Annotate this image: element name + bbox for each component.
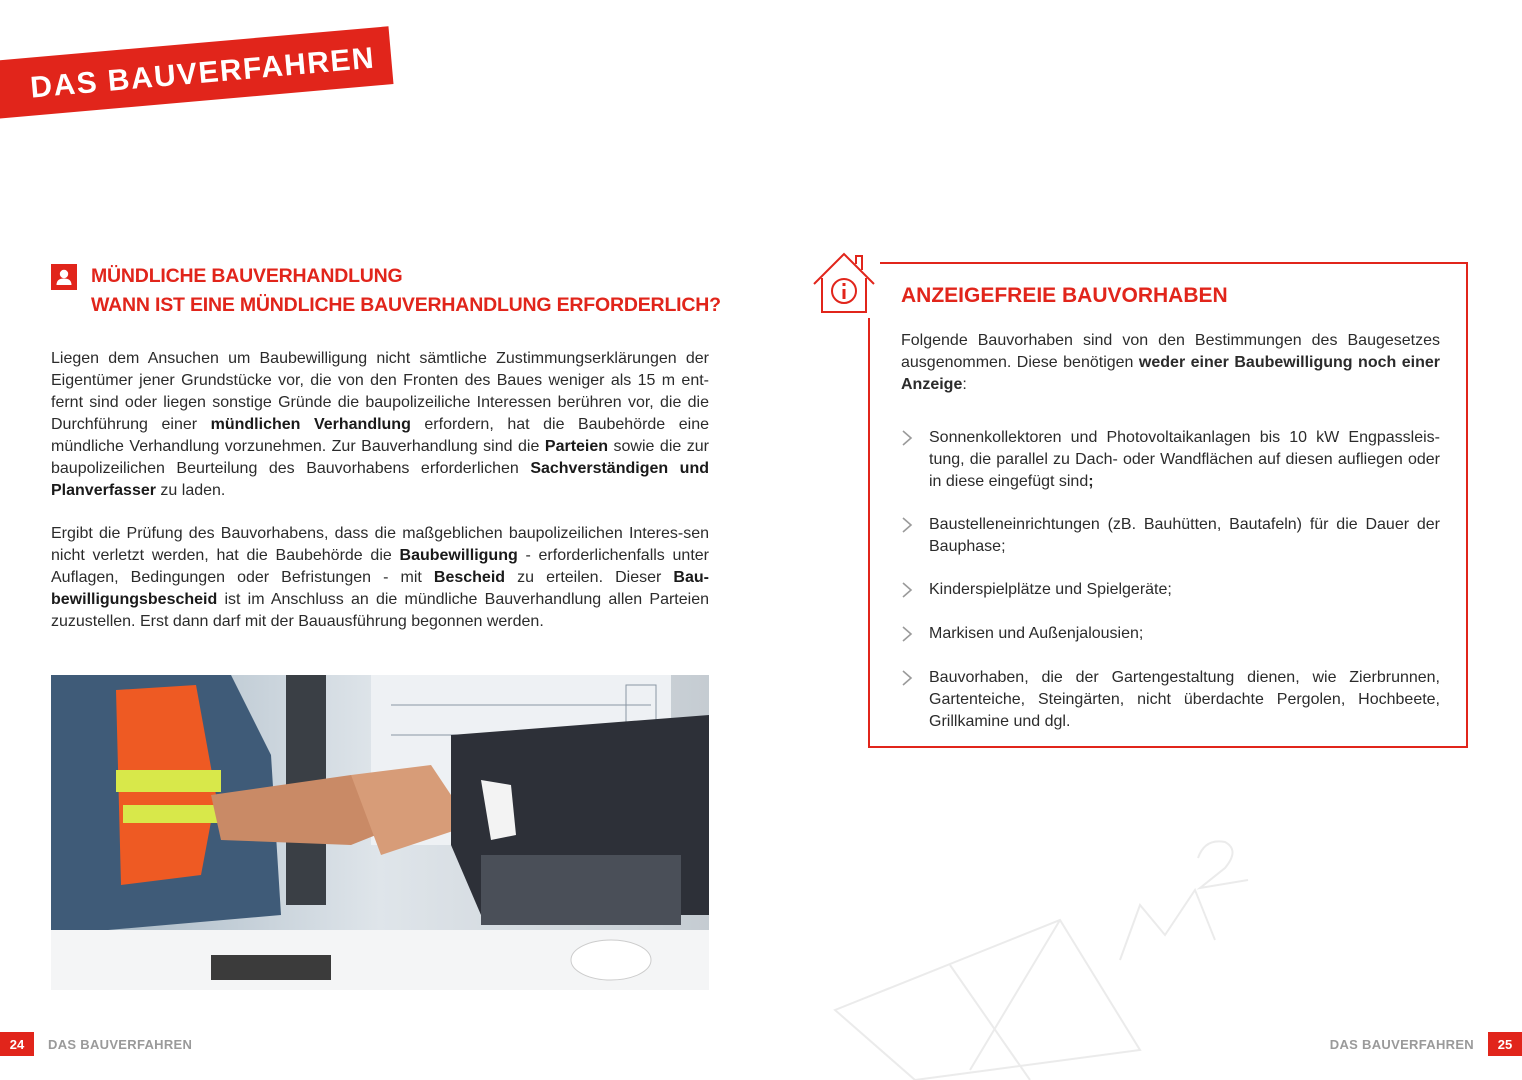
p2-text-4: ist im Anschluss an die mündliche Bauverhandlung allen Parteien zuzustellen. Erst dann darf mit der Bauausführung begonnen werden. [51, 591, 709, 630]
list-item [901, 623, 1440, 645]
person-icon [51, 264, 77, 290]
list-item-text: Sonnenkollektoren und Photovoltaikanlagen bis 10 kW Engpassleis-tung, die parallel zu Dach- oder Wandflächen auf diesen aufliegen oder in diese eingefügt sind [929, 429, 1440, 490]
page-number-left: 24 [0, 1032, 34, 1056]
footer-label-right: DAS BAUVERFAHREN [1329, 1036, 1474, 1052]
chevron-right-icon [901, 625, 913, 643]
footer-label-left: DAS BAUVERFAHREN [48, 1036, 193, 1052]
footer-left [0, 1032, 206, 1056]
list-item-text: Bauvorhaben, die der Gartengestaltung dienen, wie Zierbrunnen, Gartenteiche, Steingärten, nicht überdachte Pergolen, Hochbeete, Grillkamine und dgl. [929, 669, 1440, 730]
heading-line-2: WANN IST EINE MÜNDLICHE BAUVERHANDLUNG ERFORDERLICH? [91, 294, 721, 316]
p2-text-1: Ergibt die Prüfung des Bauvorhabens, dass die maßgeblichen baupolizeilichen Interes-sen nicht verletzt werden, hat die Baubehörde die [51, 525, 709, 564]
paragraph-1 [51, 348, 709, 502]
box-title: ANZEIGEFREIE BAUVORHABEN [901, 284, 1228, 307]
chevron-right-icon [901, 669, 913, 687]
p1-text-3: sowie die zur baupolizeilichen Beurteilung des Bauvorhabens erforderlichen [51, 438, 710, 477]
p2-text-3: zu erteilen. Dieser [517, 569, 662, 586]
section-banner-label: DAS BAUVERFAHREN [29, 41, 377, 105]
p2-bold-3: Bau-bewilligungsbescheid [51, 569, 709, 608]
box-intro [901, 330, 1440, 396]
p2-bold-2: Bescheid [433, 569, 506, 586]
section-banner [0, 26, 393, 120]
p1-text-4: zu laden. [160, 482, 226, 499]
list-item [901, 514, 1440, 558]
box-intro-bold: weder einer Baubewilligung noch einer Anzeige [901, 354, 1440, 393]
list-item-text: Markisen und Außenjalousien; [929, 625, 1144, 642]
left-heading [51, 262, 751, 320]
box-intro-text-1: Folgende Bauvorhaben sind von den Bestimmungen des Baugesetzes ausgenommen. Diese benötigen [901, 332, 1440, 371]
p2-text-2: - erforderlichenfalls unter Auflagen, Bedingungen oder Befristungen - mit [51, 547, 709, 586]
p1-bold-3: Sachverständigen und Planverfasser [51, 460, 709, 499]
chevron-right-icon [901, 516, 913, 534]
p1-text-2: erfordern, hat die Baubehörde eine mündliche Verhandlung vorzunehmen. Zur Bauverhandlung sind die [51, 416, 709, 455]
floorplan-watermark [820, 820, 1260, 1080]
p1-bold-1: mündlichen Verhandlung [210, 416, 411, 433]
list-item [901, 579, 1440, 601]
house-info-icon [808, 248, 880, 318]
list-item [901, 427, 1440, 493]
p1-bold-2: Parteien [544, 438, 609, 455]
handshake-photo [51, 675, 709, 990]
heading-line-1: MÜNDLICHE BAUVERHANDLUNG [91, 265, 403, 287]
chevron-right-icon [901, 581, 913, 599]
list-item-text: Kinderspielplätze und Spielgeräte; [929, 581, 1172, 598]
list-item [901, 667, 1440, 733]
chevron-right-icon [901, 429, 913, 447]
footer-right [1316, 1032, 1522, 1056]
box-intro-text-2: : [962, 376, 967, 393]
p2-bold-1: Baubewilligung [399, 547, 518, 564]
list-item-text: Baustelleneinrichtungen (zB. Bauhütten, Bautafeln) für die Dauer der Bauphase; [929, 516, 1440, 555]
page-number-right: 25 [1488, 1032, 1522, 1056]
list-item-end: ; [1088, 473, 1094, 490]
p1-text-1: Liegen dem Ansuchen um Baubewilligung nicht sämtliche Zustimmungserklärungen der Eigentümer jener Grundstücke vor, die von den Fronten des Baues weniger als 15 m ent-fernt sind oder liegen sonstige Gründe die baupolizeiliche Interessen berühren vor, die die Durchführung einer [51, 350, 709, 433]
paragraph-2 [51, 523, 709, 633]
